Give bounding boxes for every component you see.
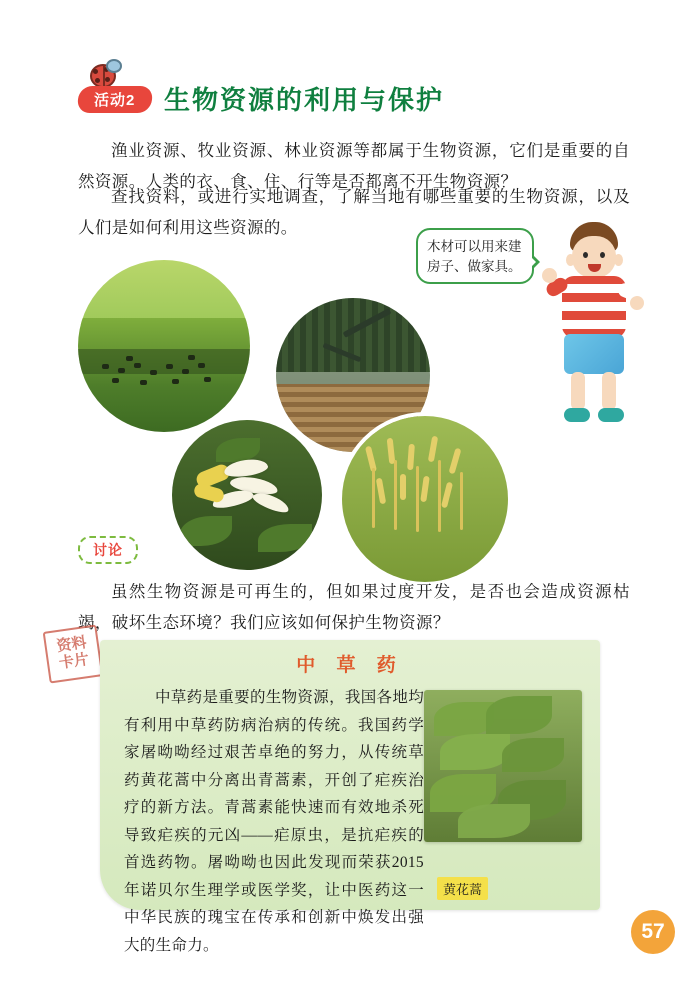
activity-header: [78, 58, 638, 118]
grassland-cattle-photo: [78, 260, 250, 432]
activity-badge-label: 活动2: [94, 92, 136, 109]
paragraph-1: 渔业资源、牧业资源、林业资源等都属于生物资源，它们是重要的自然资源。人类的衣、食、住、行等是否都离不开生物资源？: [78, 141, 630, 191]
speech-bubble-text: 木材可以用来建房子、做家具。: [427, 239, 522, 274]
info-card-text: 中草药是重要的生物资源，我国各地均有利用中草药防病治病的传统。我国药学家屠呦呦经过艰苦卓绝的努力，从传统草药黄花蒿中分离出青蒿素，开创了疟疾治疗的新方法。青蒿素能快速而有效地杀死导致疟疾的元凶——疟原虫，是抗疟疾的首选药物。屠呦呦也因此发现而荣获2015年诺贝尔生理学或医学奖，让中医药这一中华民族的瑰宝在传承和创新中焕发出强大的生命力。: [124, 689, 424, 954]
discuss-text: 虽然生物资源是可再生的，但如果过度开发，是否也会造成资源枯竭，破坏生态环境？我们应该如何保护生物资源？: [78, 582, 630, 632]
discuss-tag: 讨论: [78, 536, 138, 564]
info-card-title: 中 草 药: [296, 655, 404, 676]
resource-card-stamp: 资料 卡片: [43, 624, 104, 683]
paragraph-2: 查找资料，或进行实地调查，了解当地有哪些重要的生物资源，以及人们是如何利用这些资源的。: [78, 187, 630, 237]
page-title: 生物资源的利用与保护: [164, 85, 445, 115]
honeysuckle-flower-photo: [172, 420, 322, 570]
artemisia-annua-photo: [424, 690, 582, 842]
photo-caption: 黄花蒿: [437, 877, 488, 900]
page-number: 57: [631, 910, 675, 954]
speech-bubble: [416, 228, 534, 284]
info-card-chinese-herbal-medicine: [100, 640, 600, 954]
activity-badge: [77, 86, 154, 113]
rice-field-photo: [342, 416, 508, 582]
boy-illustration: [544, 222, 650, 434]
